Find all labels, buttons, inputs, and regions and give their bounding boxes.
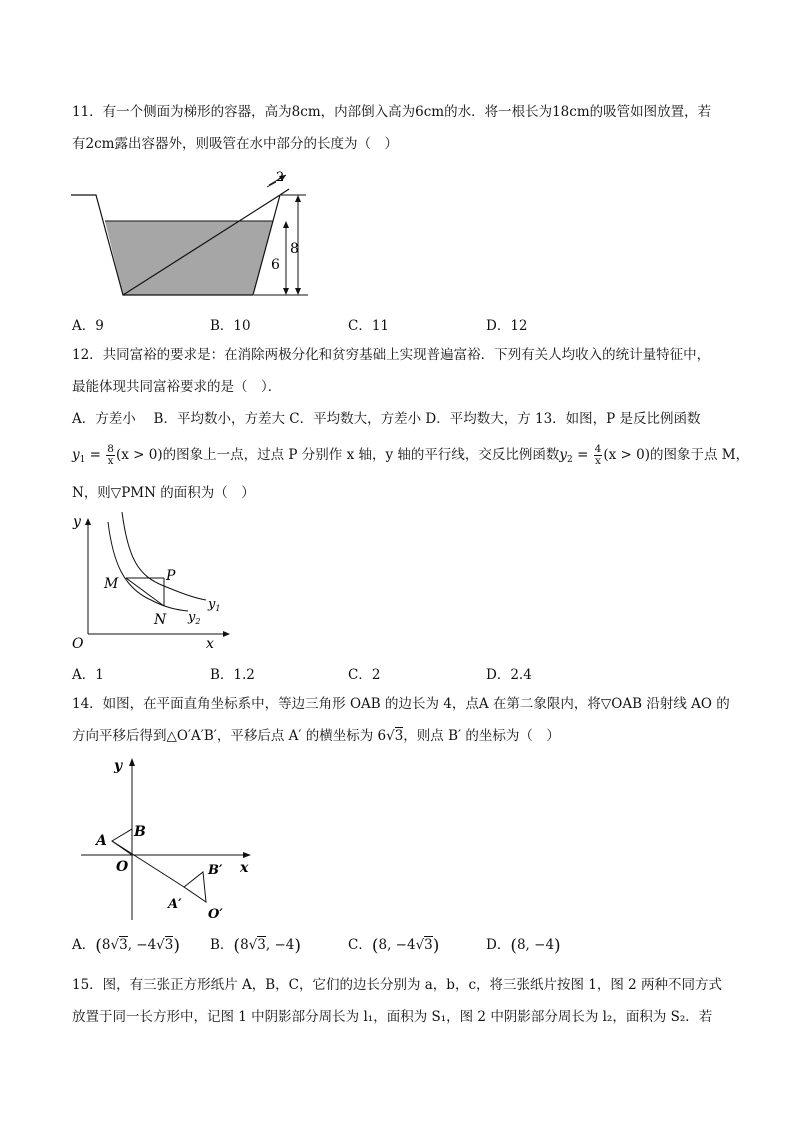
label-8: 8	[290, 241, 299, 257]
q12-line2: 最能体现共同富裕要求的是（ ）．	[72, 379, 282, 395]
q11-option-a: A．9	[72, 318, 104, 334]
q14-option-b: B．(8√3, −4)	[210, 936, 301, 956]
q14-line1: 14．如图，在平面直角坐标系中，等边三角形 OAB 的边长为 4，点A 在第二象限内，将▽OAB 沿射线 AO 的	[72, 696, 730, 712]
q11-option-b: B．10	[210, 318, 251, 334]
svg-text:B: B	[134, 824, 146, 840]
q15-line1: 15．图，有三张正方形纸片 A，B，C，它们的边长分别为 a，b，c，将三张纸片按图 1，图 2 两种不同方式	[72, 977, 723, 993]
q11-line1: 11．有一个侧面为梯形的容器，高为8cm，内部倒入高为6cm的水．将一根长为18cm的吸管如图放置，若	[72, 104, 712, 120]
q12-line3: A．方差小 B．平均数小，方差大 C．平均数大，方差小 D．平均数大，方 13．如图，P 是反比例函数	[72, 411, 701, 427]
svg-text:y: y	[73, 514, 81, 530]
label-6: 6	[271, 257, 280, 273]
q13-line4: $y_1$ = $\frac{8}{x}$ (x > 0)的图象上一点，过点 P 分别作 x 轴，y 轴的平行线，交反比例函数$y_2$ = $\frac{4}{x}$ (x > 0)的图象于点 M，	[72, 443, 750, 467]
svg-text:O: O	[72, 636, 84, 652]
q11-option-d: D．12	[486, 318, 528, 334]
svg-text:P: P	[166, 568, 176, 584]
q14-option-a: A．(8√3, −4√3)	[72, 936, 181, 956]
svg-text:y1: $y_1$	[208, 597, 221, 613]
svg-text:M: M	[104, 576, 119, 592]
svg-text:O′: O′	[208, 907, 223, 922]
q14-line2: 方向平移后得到△O′A′B′，平移后点 A′ 的横坐标为 6√3，则点 B′ 的坐标为（ ）	[72, 728, 560, 744]
svg-text:x: x	[206, 636, 214, 652]
svg-text:y2: $y_2$	[188, 610, 201, 626]
q12-line1: 12．共同富裕的要求是：在消除两极分化和贫穷基础上实现普遍富裕．下列有关人均收入的统计量特征中，	[72, 347, 711, 363]
q14-option-d: D．(8, −4)	[486, 936, 561, 956]
label-2: 2	[276, 170, 285, 185]
q13-hyperbola-figure	[66, 508, 236, 654]
q15-line2: 放置于同一长方形中，记图 1 中阴影部分周长为 l₁，面积为 S₁，图 2 中阴影部分周长为 l₂，面积为 S₂．若	[72, 1009, 713, 1025]
q13-option-c: C．2	[348, 667, 381, 683]
svg-text:O: O	[116, 859, 129, 875]
svg-text:B′: B′	[208, 863, 223, 878]
svg-text:A: A	[96, 833, 107, 849]
q11-trapezoid-figure	[68, 165, 328, 305]
q11-line2: 有2cm露出容器外，则吸管在水中部分的长度为（ ）	[72, 136, 398, 152]
svg-text:y: y	[114, 758, 123, 774]
svg-text:N: N	[154, 612, 167, 628]
water-region	[105, 221, 273, 295]
straw-outside	[280, 189, 289, 195]
q14-option-c: C．(8, −4√3)	[348, 936, 440, 956]
q11-option-c: C．11	[348, 318, 390, 334]
q13-option-b: B．1.2	[210, 667, 255, 683]
q13-option-a: A．1	[72, 667, 104, 683]
q14-triangle-figure	[76, 752, 262, 924]
curve-y2	[108, 522, 188, 611]
q13-line5: N，则▽PMN 的面积为（ ）	[72, 485, 255, 501]
svg-text:x: x	[240, 860, 249, 876]
q13-option-d: D．2.4	[486, 667, 532, 683]
svg-text:A′: A′	[168, 897, 182, 912]
